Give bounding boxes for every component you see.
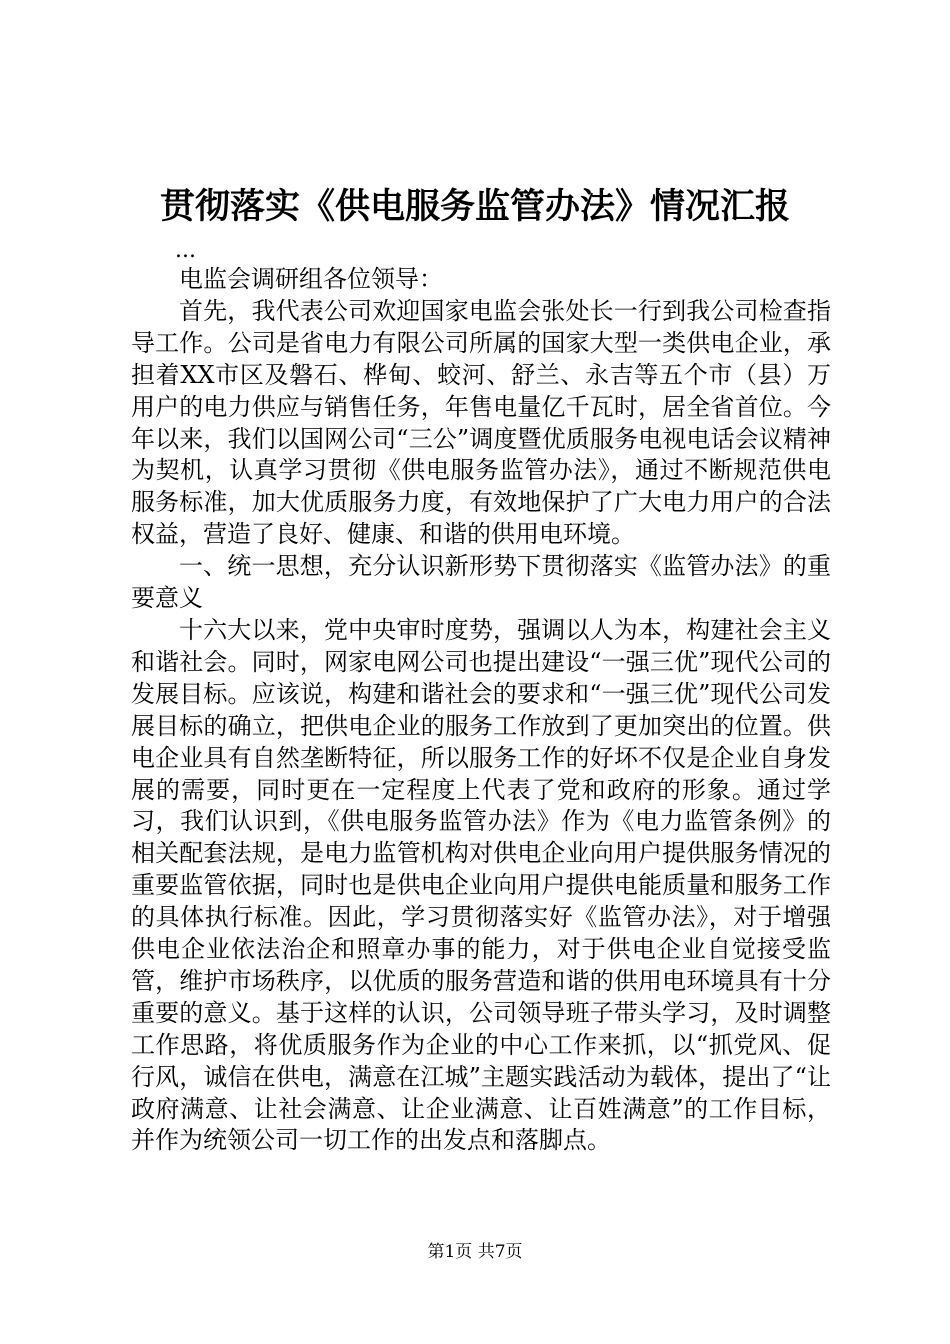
intro-paragraph: 首先，我代表公司欢迎国家电监会张处长一行到我公司检查指导工作。公司是省电力有限公司所属的国家大型一类供电企业，承担着XX市区及磐石、桦甸、蛟河、舒兰、永吉等五个市（县）万用户的电力供应与销售任务，年售电量亿千瓦时，居全省首位。今年以来，我们以国网公司“三公”调度暨优质服务电视电话会议精神为契机，认真学习贯彻《供电服务监管办法》，通过不断规范供电服务标准，加大优质服务力度，有效地保护了广大电力用户的合法权益，营造了良好、健康、和谐的供用电环境。 xyxy=(131,296,831,549)
document-title: 贯彻落实《供电服务监管办法》情况汇报 xyxy=(159,186,790,227)
section-paragraph: 十六大以来，党中央审时度势，强调以人为本，构建社会主义和谐社会。同时，网家电网公司也提出建设“一强三优”现代公司的发展目标。应该说，构建和谐社会的要求和“一强三优”现代公司发展目标的确立，把供电企业的服务工作放到了更加突出的位置。供电企业具有自然垄断特征，所以服务工作的好坏不仅是企业自身发展的需要，同时更在一定程度上代表了党和政府的形象。通过学习，我们认识到，《供电服务监管办法》作为《电力监管条例》的相关配套法规，是电力监管机构对供电企业向用户提供服务情况的重要监管依据，同时也是供电企业向用户提供电能质量和服务工作的具体执行标准。因此，学习贯彻落实好《监管办法》，对于增强供电企业依法治企和照章办事的能力，对于供电企业自觉接受监管，维护市场秩序，以优质的服务营造和谐的供用电环境具有十分重要的意义。基于这样的认识，公司领导班子带头学习，及时调整工作思路，将优质服务作为企业的中心工作来抓，以“抓党风、促行风，诚信在供电，满意在江城”主题实践活动为载体，提出了“让政府满意、让社会满意、让企业满意、让百姓满意”的工作目标，并作为统领公司一切工作的出发点和落脚点。 xyxy=(131,615,831,1155)
ellipsis-mark: ... xyxy=(175,238,196,263)
page-number-footer: 第1页 共7页 xyxy=(427,1242,523,1262)
salutation-paragraph: 电监会调研组各位领导： xyxy=(179,265,443,293)
section-heading: 一、统一思想，充分认识新形势下贯彻落实《监管办法》的重要意义 xyxy=(131,552,831,613)
document-body xyxy=(131,264,831,1157)
